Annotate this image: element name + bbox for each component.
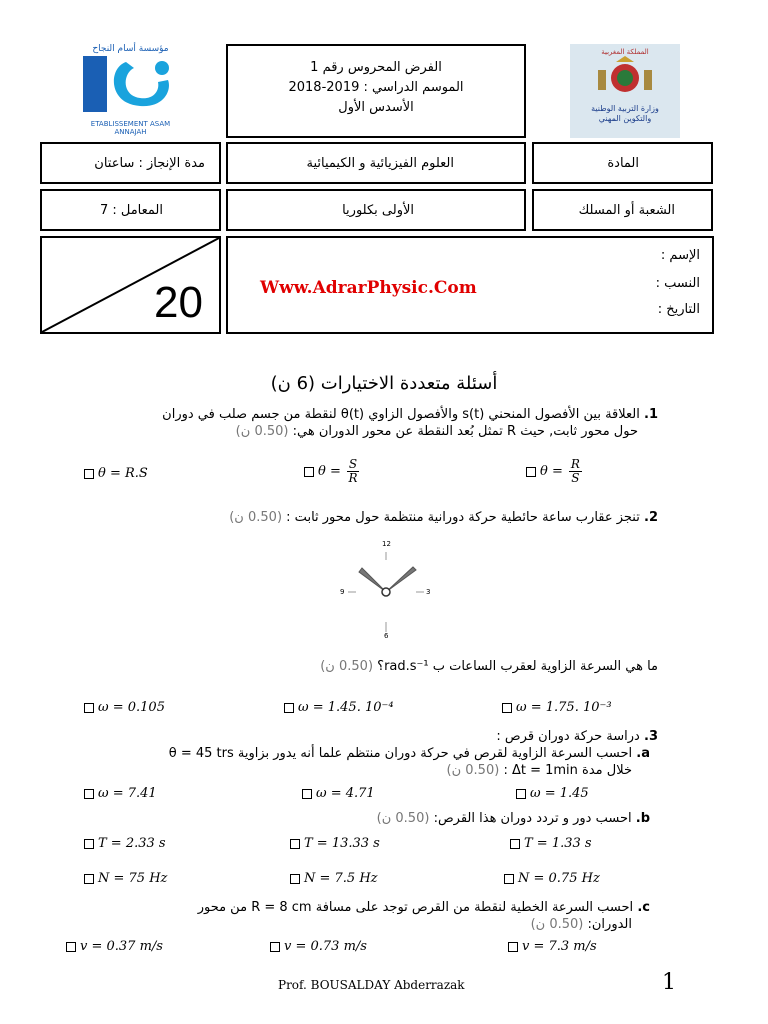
q3c-label: c. bbox=[637, 900, 650, 915]
q3c-option-b[interactable]: v = 0.73 m/s bbox=[270, 939, 367, 954]
q3c-option-a[interactable]: v = 0.37 m/s bbox=[66, 939, 163, 954]
question-2 bbox=[98, 509, 658, 526]
q1-b-fraction: $\frac{S}{R}$ bbox=[348, 457, 358, 485]
q3b-frequency-checkbox-a[interactable] bbox=[84, 874, 94, 884]
q1-number: 1. bbox=[644, 407, 658, 422]
asam-annajah-logo bbox=[78, 44, 183, 136]
duration: مدة الإنجاز : ساعتان bbox=[94, 156, 205, 171]
q3c-points: (0.50 ن) bbox=[530, 917, 584, 932]
q3b-points: (0.50 ن) bbox=[376, 811, 430, 826]
q3b-label: b. bbox=[635, 811, 650, 826]
q3b-period-option-c[interactable]: T = 1.33 s bbox=[510, 836, 592, 851]
q3-part-c bbox=[98, 899, 658, 933]
ministry-line2: وزارة التربية الوطنية والتكوين المهني bbox=[591, 104, 659, 123]
q1-option-c[interactable]: θ = $\frac{R}{S}$ bbox=[526, 458, 584, 485]
exam-title: الفرض المحروس رقم 1 bbox=[310, 60, 442, 75]
q2-question-points: (0.50 ن) bbox=[320, 659, 374, 674]
student-info-box bbox=[226, 236, 714, 334]
q1-checkbox-c[interactable] bbox=[526, 467, 536, 477]
subject-value: العلوم الفيزيائية و الكيميائية bbox=[306, 156, 454, 171]
q3-part-a bbox=[98, 745, 658, 779]
q3b-period-option-a[interactable]: T = 2.33 s bbox=[84, 836, 166, 851]
coefficient: المعامل : 7 bbox=[99, 203, 163, 218]
wall-clock bbox=[330, 540, 440, 642]
q3c-option-c[interactable]: v = 7.3 m/s bbox=[508, 939, 597, 954]
subject-value-cell bbox=[226, 142, 526, 184]
q2-number: 2. bbox=[644, 510, 658, 525]
q3b-period-option-b[interactable]: T = 13.33 s bbox=[290, 836, 380, 851]
ministry-line1: المملكة المغربية bbox=[601, 48, 649, 56]
clock-label-3: 3 bbox=[426, 588, 431, 596]
q2-checkbox-b[interactable] bbox=[284, 703, 294, 713]
branch-value-cell bbox=[226, 189, 526, 231]
q3c-text-line1: احسب السرعة الخطية لنقطة من القرص توجد على مسافة R = 8 cm من محور bbox=[197, 900, 634, 915]
coefficient-cell bbox=[40, 189, 221, 231]
clock-label-12: 12 bbox=[382, 540, 391, 548]
subject-label-cell bbox=[532, 142, 713, 184]
q3b-frequency-option-b[interactable]: N = 7.5 Hz bbox=[290, 871, 378, 886]
q3a-label: a. bbox=[636, 746, 650, 761]
q3c-checkbox-a[interactable] bbox=[66, 942, 76, 952]
q3b-period-checkbox-c[interactable] bbox=[510, 839, 520, 849]
q3b-period-checkbox-b[interactable] bbox=[290, 839, 300, 849]
date-label: التاريخ : bbox=[657, 302, 700, 317]
q3b-period-checkbox-a[interactable] bbox=[84, 839, 94, 849]
q2-option-c[interactable]: ω = 1.75. 10⁻³ bbox=[502, 700, 612, 715]
question-3 bbox=[98, 728, 658, 745]
q2-question bbox=[98, 658, 658, 675]
q3a-checkbox-b[interactable] bbox=[302, 789, 312, 799]
q3c-text-line2: الدوران: bbox=[587, 917, 632, 932]
q2-question-text: ما هي السرعة الزاوية لعقرب الساعات ب rad.s⁻¹؟ bbox=[377, 659, 658, 674]
q1-checkbox-a[interactable] bbox=[84, 469, 94, 479]
q2-option-b[interactable]: ω = 1.45. 10⁻⁴ bbox=[284, 700, 394, 715]
q2-checkbox-a[interactable] bbox=[84, 703, 94, 713]
q3a-text-line2: خلال مدة Δt = 1min : bbox=[503, 763, 632, 778]
branch-label: الشعبة أو المسلك bbox=[578, 203, 675, 218]
q3c-checkbox-b[interactable] bbox=[270, 942, 280, 952]
q1-option-b[interactable]: θ = $\frac{S}{R}$ bbox=[304, 458, 361, 485]
logo-caption-top: مؤسسة أسام النجاح bbox=[92, 44, 169, 54]
clock-label-9: 9 bbox=[340, 588, 345, 596]
q3b-frequency-checkbox-b[interactable] bbox=[290, 874, 300, 884]
branch-label-cell bbox=[532, 189, 713, 231]
school-season: الموسم الدراسي : 2019-2018 bbox=[288, 80, 464, 95]
name-label: الإسم : bbox=[660, 248, 700, 263]
surname-label: النسب : bbox=[655, 276, 700, 291]
q3b-text: احسب دور و تردد دوران هذا القرص: bbox=[433, 811, 632, 826]
q3b-frequency-checkbox-c[interactable] bbox=[504, 874, 514, 884]
subject-label: المادة bbox=[607, 156, 639, 171]
semester: الأسدس الأول bbox=[338, 100, 414, 115]
q3a-checkbox-a[interactable] bbox=[84, 789, 94, 799]
exam-title-box bbox=[226, 44, 526, 138]
q2-text: تنجز عقارب ساعة حائطية حركة دورانية منتظمة حول محور ثابت : bbox=[286, 510, 640, 525]
score-box bbox=[40, 236, 221, 334]
q3a-option-c[interactable]: ω = 1.45 bbox=[516, 786, 589, 801]
q3a-option-b[interactable]: ω = 4.71 bbox=[302, 786, 375, 801]
q1-checkbox-b[interactable] bbox=[304, 467, 314, 477]
coat-of-arms-icon bbox=[570, 56, 680, 100]
logo-caption-bottom: ETABLISSEMENT ASAM ANNAJAH bbox=[90, 120, 171, 136]
q1-c-fraction: $\frac{R}{S}$ bbox=[570, 457, 580, 485]
q3a-text-line1: احسب السرعة الزاوية لقرص في حركة دوران منتظم علما أنه يدور بزاوية θ = 45 trs bbox=[168, 746, 633, 761]
q3b-frequency-option-a[interactable]: N = 75 Hz bbox=[84, 871, 167, 886]
q3-title: دراسة حركة دوران قرص : bbox=[496, 729, 640, 744]
website-link[interactable]: Www.AdrarPhysic.Com bbox=[260, 278, 477, 298]
ministry-emblem bbox=[570, 44, 680, 138]
q3a-option-a[interactable]: ω = 7.41 bbox=[84, 786, 157, 801]
q2-points: (0.50 ن) bbox=[229, 510, 283, 525]
q3b-frequency-option-c[interactable]: N = 0.75 Hz bbox=[504, 871, 600, 886]
q2-checkbox-c[interactable] bbox=[502, 703, 512, 713]
q3a-checkbox-c[interactable] bbox=[516, 789, 526, 799]
footer-author: Prof. BOUSALDAY Abderrazak bbox=[278, 978, 465, 992]
q1-option-a[interactable]: θ = R.S bbox=[84, 466, 148, 481]
q1-text-line1: العلاقة بين الأفصول المنحني s(t) والأفصول الزاوي θ(t) لنقطة من جسم صلب في دوران bbox=[162, 407, 640, 422]
branch-value: الأولى بكلوريا bbox=[342, 203, 414, 218]
logo-graphic-icon bbox=[78, 54, 183, 116]
q3-number: 3. bbox=[644, 729, 658, 744]
q3a-points: (0.50 ن) bbox=[446, 763, 500, 778]
q3c-checkbox-c[interactable] bbox=[508, 942, 518, 952]
q2-option-a[interactable]: ω = 0.105 bbox=[84, 700, 165, 715]
question-1 bbox=[98, 406, 658, 440]
clock-icon bbox=[330, 540, 440, 642]
score-total: 20 bbox=[154, 278, 203, 327]
clock-label-6: 6 bbox=[384, 632, 389, 640]
duration-cell bbox=[40, 142, 221, 184]
q1-text-line2: حول محور ثابت, حيث R تمثل بُعد النقطة عن محور الدوران هي: bbox=[292, 424, 638, 439]
q1-points: (0.50 ن) bbox=[235, 424, 289, 439]
page-number: 1 bbox=[662, 970, 676, 995]
q3-part-b bbox=[98, 810, 658, 827]
section-title: أسئلة متعددة الاختيارات (6 ن) bbox=[270, 373, 498, 394]
